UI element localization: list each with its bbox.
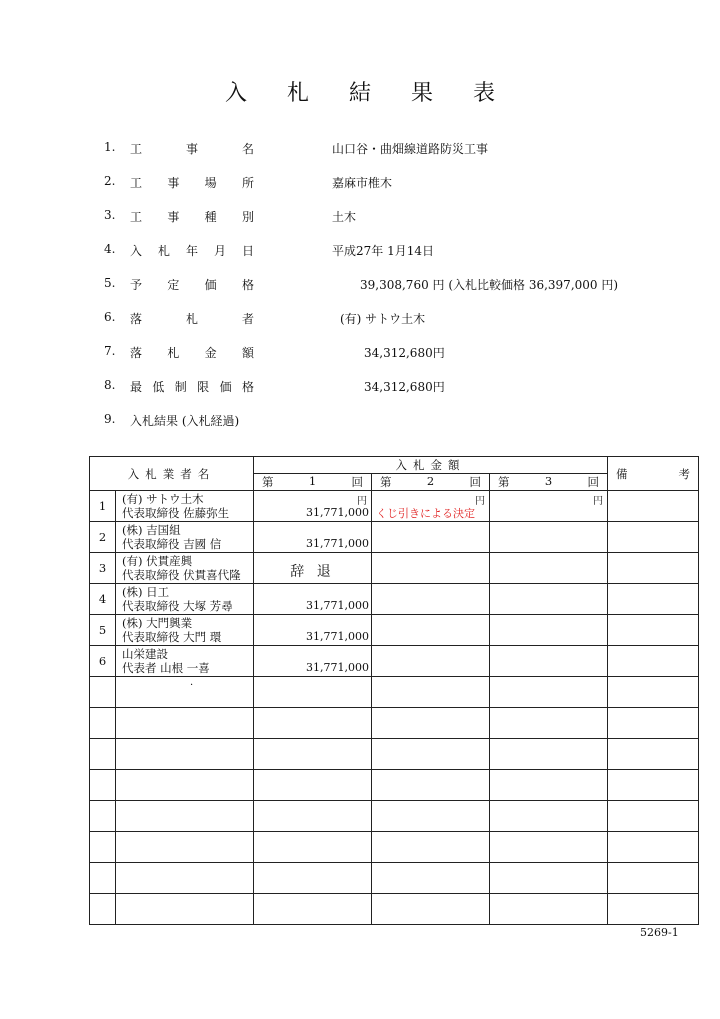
page-code: 5269-1 [640,926,679,939]
empty-cell [254,770,372,801]
representative: 代表取締役 佐藤弥生 [122,506,230,520]
table-row [90,491,699,522]
detail-label-char: 札 [157,244,170,258]
empty-cell [254,801,372,832]
remarks-header-char: 考 [678,466,690,481]
yen-unit: 円 [593,496,603,507]
detail-label-char: 者 [241,312,254,326]
empty-cell [254,677,372,708]
bid-amount-header: 入札金額 [254,457,608,474]
detail-label-char: 落 [130,346,143,360]
detail-value: 土木 [332,210,357,224]
round-2-amount [372,615,490,646]
remarks-cell [608,522,699,553]
detail-number: 3. [104,208,116,222]
row-number: 3 [90,553,116,584]
round-header-char: 回 [587,475,599,489]
detail-value: 34,312,680円 [364,346,445,360]
empty-cell [254,863,372,894]
round-header-char: 1 [308,474,317,488]
detail-label-char: 札 [185,312,198,326]
detail-number: 1. [104,140,116,154]
remarks-cell [608,553,699,584]
representative: 代表取締役 大門 環 [122,630,222,644]
detail-label [130,208,254,225]
detail-label-char: 別 [241,210,254,224]
empty-row [90,770,699,801]
remarks-cell [608,646,699,677]
bidder-cell [116,646,254,677]
round-2-amount [372,491,490,522]
company-name: (有) 伏貫産興 [122,554,193,568]
empty-cell [490,894,608,925]
round-header-char: 回 [469,475,481,489]
detail-label [130,276,254,293]
empty-row [90,677,699,708]
empty-cell [372,894,490,925]
bid-amount: 31,771,000 [306,599,369,612]
empty-cell [608,677,699,708]
detail-number: 9. [104,412,116,426]
detail-label [130,174,254,191]
detail-label-char: 名 [241,142,254,156]
empty-cell [490,832,608,863]
round-3-amount [490,491,608,522]
company-name: (株) 日工 [122,585,170,599]
detail-value: 39,308,760 円 (入札比較価格 36,397,000 円) [360,278,619,292]
bidder-cell [116,615,254,646]
round-1-amount [254,646,372,677]
empty-cell [90,863,116,894]
empty-cell [372,770,490,801]
remarks-cell [608,615,699,646]
empty-cell [254,894,372,925]
round-2-amount [372,584,490,615]
detail-label-char: 格 [241,380,254,394]
detail-label-char: 日 [241,244,254,258]
title-char: 結 [348,81,371,106]
empty-cell [90,677,116,708]
empty-cell [254,832,372,863]
empty-cell [116,677,254,708]
detail-value: 山口谷・曲畑線道路防災工事 [332,142,489,156]
row-number: 2 [90,522,116,553]
detail-label-char: 事 [167,210,180,224]
empty-cell [490,770,608,801]
detail-value: (有) サトウ土木 [340,312,426,326]
empty-cell [90,894,116,925]
empty-cell [490,708,608,739]
company-name: (有) サトウ土木 [122,492,204,506]
empty-cell [490,739,608,770]
detail-label-char: 限 [197,380,210,394]
detail-label [130,344,254,361]
empty-cell [608,832,699,863]
empty-cell [116,894,254,925]
detail-value: 34,312,680円 [364,380,445,394]
row-number: 1 [90,491,116,522]
bidder-cell [116,522,254,553]
detail-label-char: 入 [130,244,143,258]
yen-unit: 円 [357,496,367,507]
detail-label-char: 定 [167,278,180,292]
bidder-cell [116,584,254,615]
row-number: 4 [90,584,116,615]
empty-row [90,894,699,925]
detail-label-char: 年 [185,244,198,258]
detail-label-char: 最 [130,380,143,394]
detail-label-char: 月 [213,244,226,258]
detail-label: 入札結果 (入札経過) [130,414,240,428]
detail-label [130,378,254,395]
detail-label-char: 価 [204,278,217,292]
round-header-char: 第 [498,475,510,489]
remarks-cell [608,491,699,522]
empty-cell [254,708,372,739]
empty-cell [608,863,699,894]
detail-number: 4. [104,242,116,256]
detail-label-char: 額 [241,346,254,360]
round-1-header [254,474,372,491]
detail-label-char: 札 [167,346,180,360]
detail-number: 5. [104,276,116,290]
detail-label [130,242,254,259]
empty-cell [116,832,254,863]
empty-cell [490,677,608,708]
empty-cell [90,770,116,801]
table-row [90,584,699,615]
detail-label [130,310,254,327]
empty-row [90,801,699,832]
round-1-amount [254,522,372,553]
detail-label-char: 所 [241,176,254,190]
bid-results-table [89,456,699,925]
detail-number: 7. [104,344,116,358]
bidder-name-header: 入札業者名 [90,457,254,491]
empty-cell [608,739,699,770]
empty-cell [372,708,490,739]
table-row [90,553,699,584]
detail-label-char: 工 [130,210,143,224]
bidder-cell [116,491,254,522]
detail-label-char: 格 [241,278,254,292]
empty-cell [372,801,490,832]
title-char: 表 [473,81,496,106]
empty-row [90,832,699,863]
round-3-amount [490,553,608,584]
empty-cell [116,863,254,894]
remarks-header-char: 備 [616,466,628,481]
round-header-char: 第 [262,475,274,489]
round-header-char: 2 [426,474,435,488]
representative: 代表取締役 伏貫喜代隆 [122,568,241,582]
empty-cell [116,708,254,739]
detail-number: 8. [104,378,116,392]
detail-label [130,140,254,157]
empty-cell [608,801,699,832]
row-number: 6 [90,646,116,677]
round-3-amount [490,615,608,646]
bidder-cell [116,553,254,584]
round-2-amount [372,553,490,584]
representative: 代表取締役 大塚 芳尋 [122,599,233,613]
round-3-amount [490,522,608,553]
detail-label-char: 事 [185,142,198,156]
empty-cell [254,739,372,770]
round-1-amount [254,615,372,646]
empty-cell [608,894,699,925]
round-3-amount [490,584,608,615]
bid-amount: 31,771,000 [306,537,369,550]
round-2-amount [372,646,490,677]
round-1-amount [254,491,372,522]
empty-cell [372,739,490,770]
detail-value: 平成27年 1月14日 [332,244,434,258]
detail-value: 嘉麻市椎木 [332,176,393,190]
empty-cell [116,770,254,801]
empty-cell [116,801,254,832]
company-name: (株) 大門興業 [122,616,193,630]
representative: 代表取締役 吉國 信 [122,537,222,551]
round-header-char: 3 [544,474,553,488]
empty-cell [90,739,116,770]
detail-label-char: 工 [130,176,143,190]
company-name: (株) 吉国組 [122,523,181,537]
bid-amount: 31,771,000 [306,506,369,519]
round-1-amount [254,584,372,615]
empty-cell [372,832,490,863]
detail-label-char: 工 [130,142,143,156]
empty-row [90,739,699,770]
empty-row [90,708,699,739]
detail-label-char: 制 [174,380,187,394]
company-name: 山栄建設 [122,647,168,661]
round-header-char: 回 [351,475,363,489]
table-row [90,646,699,677]
detail-label-char: 予 [130,278,143,292]
round-2-amount [372,522,490,553]
lottery-note: くじ引きによる決定 [376,507,475,520]
round-header-char: 第 [380,475,392,489]
title-char: 果 [411,81,434,106]
empty-row [90,863,699,894]
representative: 代表者 山根 一喜 [122,661,210,675]
empty-cell [116,739,254,770]
detail-label-char: 事 [167,176,180,190]
declined-label: 辞 退 [290,564,335,580]
round-1-amount [254,553,372,584]
detail-label-char: 低 [152,380,165,394]
empty-cell [90,801,116,832]
empty-cell [90,832,116,863]
empty-cell [608,770,699,801]
empty-cell [490,863,608,894]
title-char: 札 [286,81,309,106]
round-3-header [490,474,608,491]
yen-unit: 円 [475,496,485,507]
table-row [90,522,699,553]
detail-number: 6. [104,310,116,324]
stray-mark: · [190,680,194,691]
table-row [90,615,699,646]
empty-cell [490,801,608,832]
detail-label-char: 落 [130,312,143,326]
empty-cell [608,708,699,739]
row-number: 5 [90,615,116,646]
bid-amount: 31,771,000 [306,661,369,674]
empty-cell [90,708,116,739]
detail-label-char: 価 [219,380,232,394]
round-2-header [372,474,490,491]
title-char: 入 [224,81,247,106]
empty-cell [372,863,490,894]
detail-number: 2. [104,174,116,188]
bid-amount: 31,771,000 [306,630,369,643]
document-title [0,76,720,107]
detail-label-char: 金 [204,346,217,360]
remarks-cell [608,584,699,615]
remarks-header [608,457,699,491]
empty-cell [372,677,490,708]
detail-label-char: 種 [204,210,217,224]
detail-label-char: 場 [204,176,217,190]
round-3-amount [490,646,608,677]
